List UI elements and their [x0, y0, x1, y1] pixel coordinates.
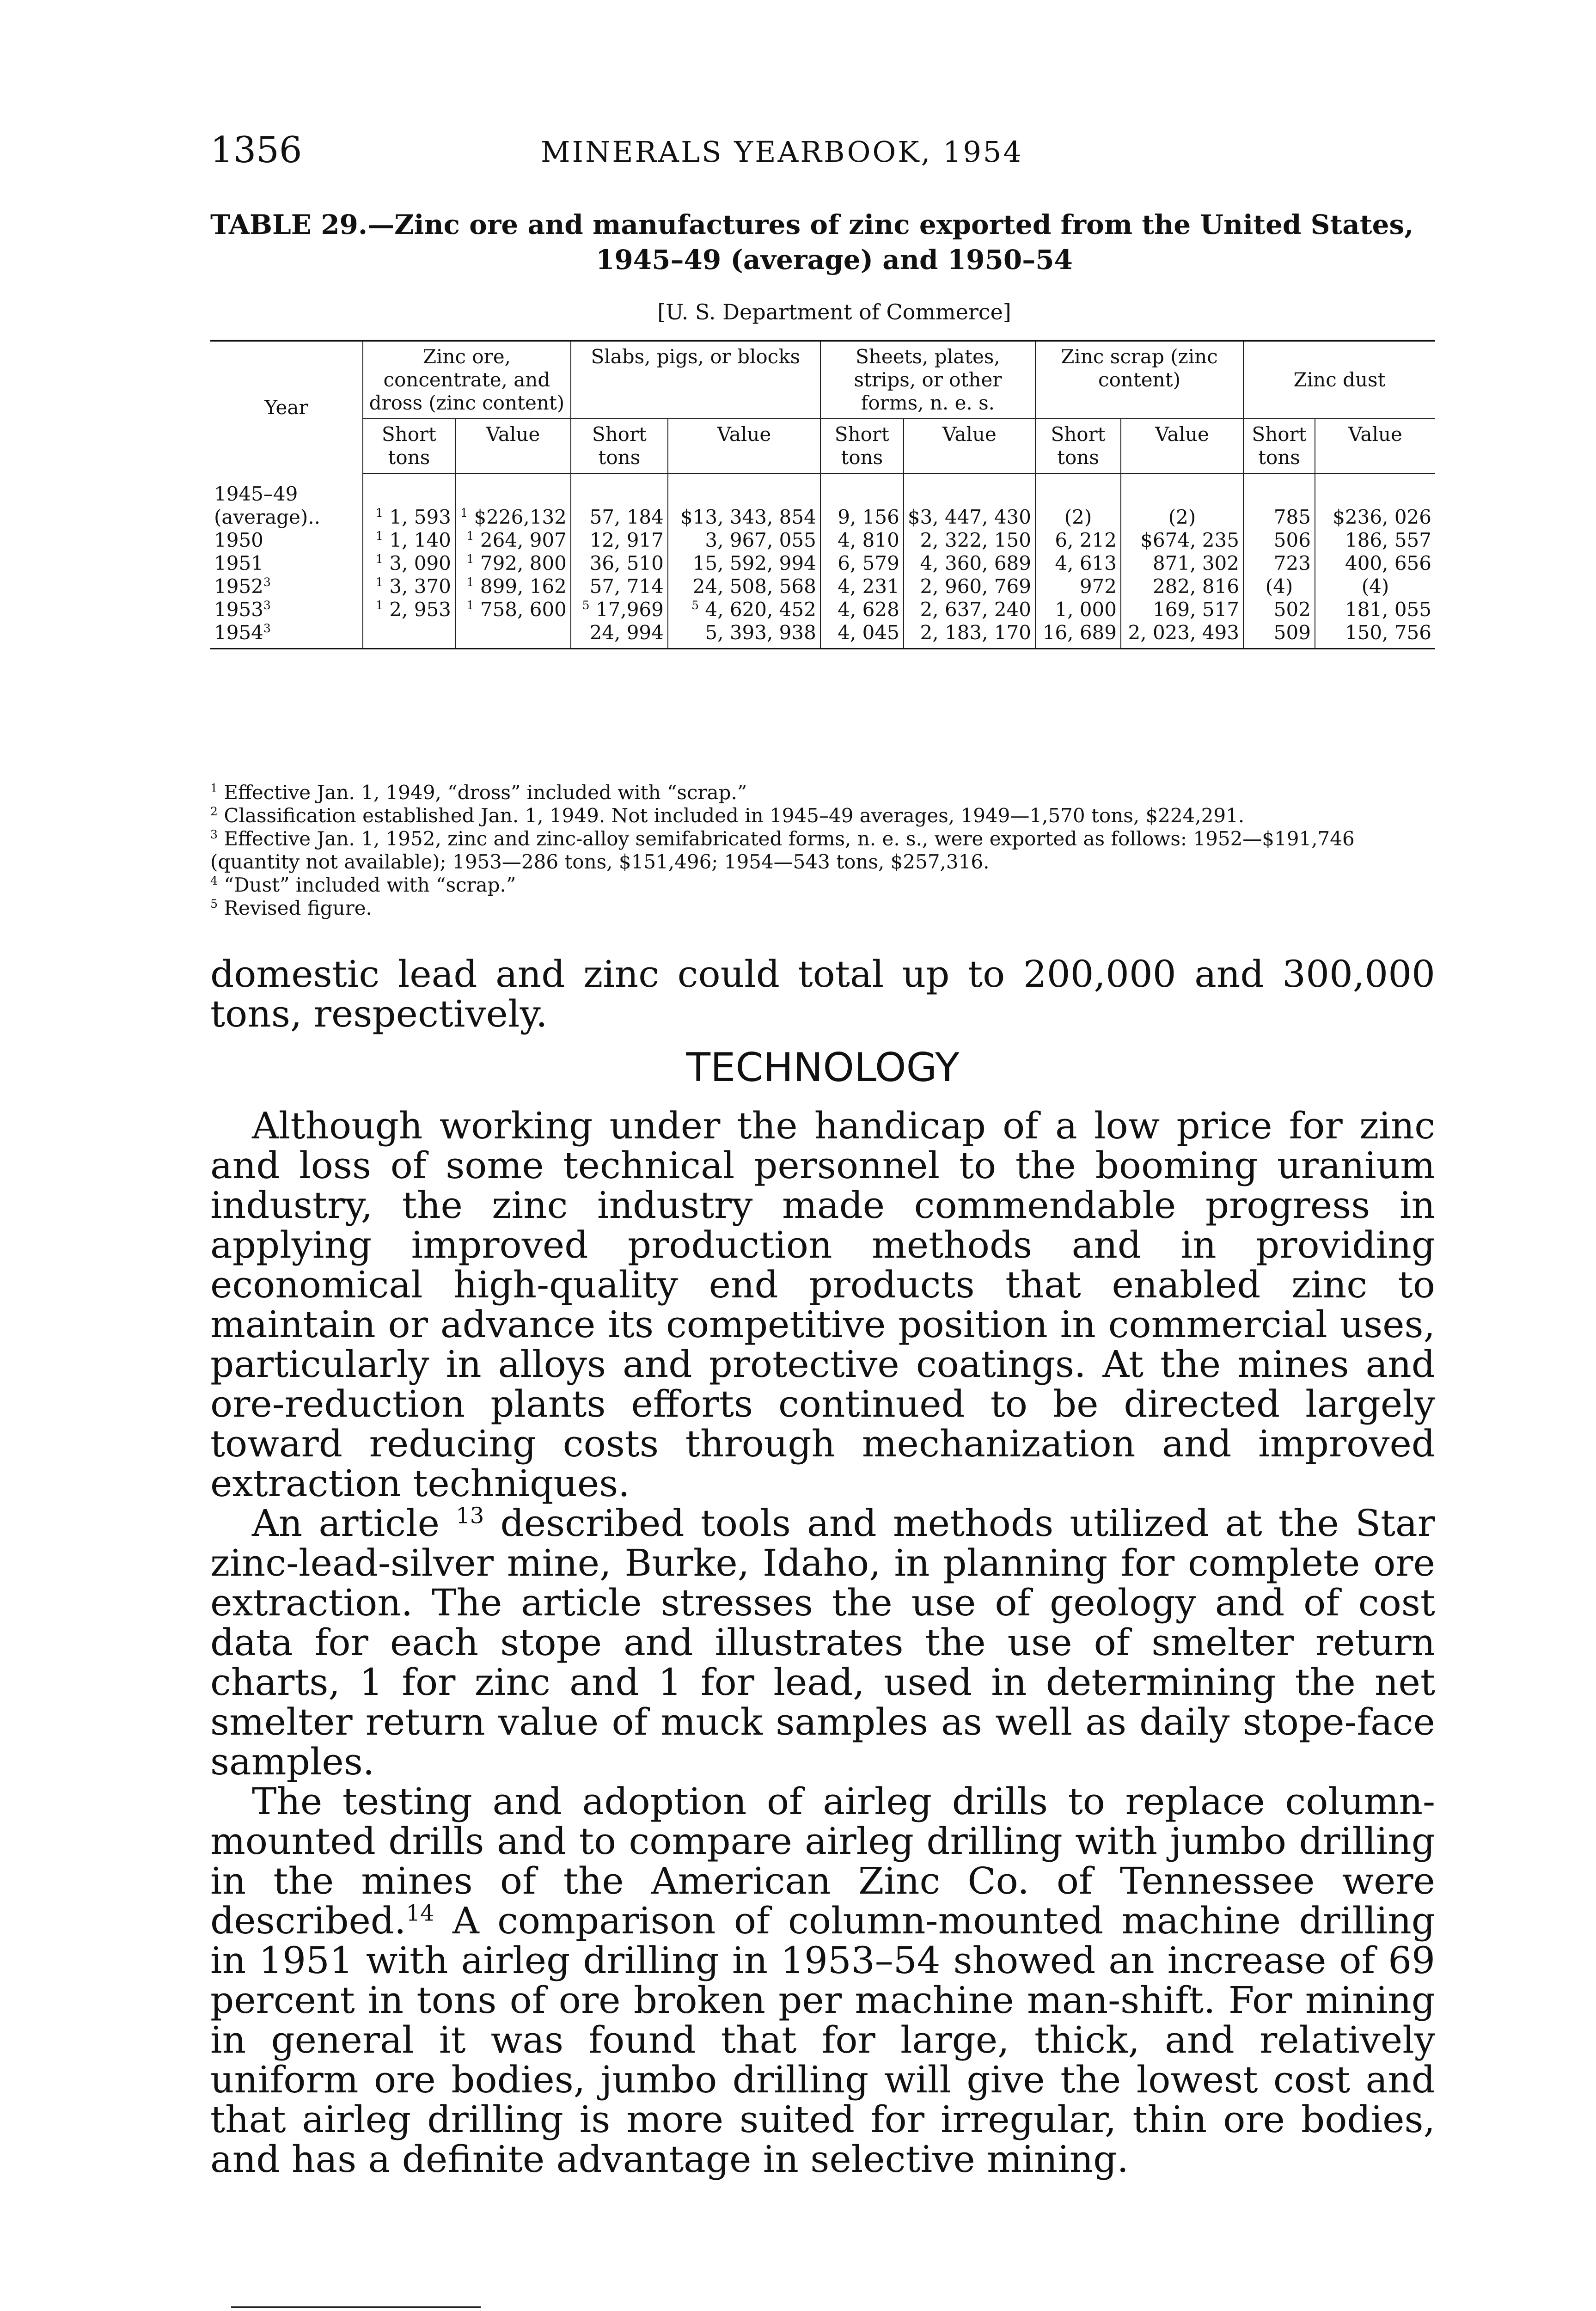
- table-notes: [210, 781, 1435, 920]
- table-source: [U. S. Department of Commerce]: [657, 300, 1011, 324]
- subheader-short-tons: Short tons: [1035, 419, 1121, 473]
- subheader-short-tons: Short tons: [820, 419, 904, 473]
- subheader-value: Value: [455, 419, 571, 473]
- subheader-short-tons: Short tons: [571, 419, 668, 473]
- table-row: 1954$^3$ 24, 994 5, 393, 938 4, 045 2, 183, 170 16, 689 2, 023, 493 509 150, 756: [210, 621, 1435, 649]
- table-note: $^4$ “Dust” included with “scrap.”: [210, 874, 516, 896]
- footnote-ref: 13: [456, 1503, 484, 1529]
- table-note: $^2$ Classification established Jan. 1, 1949. Not included in 1945–49 averages, 1949—1,570 tons, $224,291.: [210, 804, 1245, 827]
- body-text: [210, 954, 1435, 2179]
- caption-line-1: TABLE 29.—Zinc ore and manufactures of zinc exported from the United States,: [210, 209, 1414, 240]
- subheader-value: Value: [904, 419, 1035, 473]
- export-table: [210, 340, 1435, 649]
- page-number: 1356: [210, 129, 302, 171]
- subheader-short-tons: Short tons: [1243, 419, 1315, 473]
- subheader-value: Value: [668, 419, 820, 473]
- subheader-short-tons: Short tons: [363, 419, 455, 473]
- table-row: 1945–49 (average).. $^1$ 1, 593 $^1$ $226,132 57, 184 $13, 343, 854 9, 156 $3, 447, 430 (2) (2) 785 $236, 026: [210, 473, 1435, 529]
- table-note: $^5$ Revised figure.: [210, 897, 372, 919]
- running-title: MINERALS YEARBOOK, 1954: [541, 135, 1023, 169]
- table-row: 1951 $^1$ 3, 090 $^1$ 792, 800 36, 510 15, 592, 994 6, 579 4, 360, 689 4, 613 871, 302 723 400, 656: [210, 552, 1435, 575]
- caption-line-2: 1945–49 (average) and 1950–54: [596, 244, 1073, 275]
- header-year: Year: [210, 341, 363, 473]
- table-caption: [210, 207, 1458, 277]
- paragraph: The testing and adoption of airleg drills to replace column-mounted drills and to compare airleg drilling with jumbo drilling in the mines of the American Zinc Co. of Tennessee were described.$^{14}$ A comparison of column-mounted machine drilling in 1951 with airleg drilling in 1953–54 showed an increase of 69 percent in tons of ore broken per machine man-shift. For mining in general it was found that for large, thick, and relatively uniform ore bodies, jumbo drilling will give the lowest cost and that airleg drilling is more suited for irregular, thin ore bodies, and has a definite advantage in selective mining.: [210, 1780, 1435, 2181]
- paragraph: domestic lead and zinc could total up to 200,000 and 300,000 tons, respectively.: [210, 953, 1435, 1035]
- paragraph: An article $^{13}$ described tools and methods utilized at the Star zinc-lead-silver mine, Burke, Idaho, in planning for complete ore extraction. The article stresses the use of geology and of cost data for each stope and illustrates the use of smelter return charts, 1 for zinc and 1 for lead, used in determining the net smelter return value of muck samples as well as daily stope-face samples.: [210, 1502, 1435, 1783]
- table-row: 1952$^3$ $^1$ 3, 370 $^1$ 899, 162 57, 714 24, 508, 568 4, 231 2, 960, 769 972 282, 816 (4) (4): [210, 575, 1435, 598]
- header-slabs: Slabs, pigs, or blocks: [571, 341, 820, 419]
- table-row: 1950 $^1$ 1, 140 $^1$ 264, 907 12, 917 3, 967, 055 4, 810 2, 322, 150 6, 212 $674, 235 506 186, 557: [210, 529, 1435, 552]
- header-sheets: Sheets, plates, strips, or other forms, n. e. s.: [820, 341, 1035, 419]
- subheader-value: Value: [1121, 419, 1243, 473]
- header-zinc-ore: Zinc ore, concentrate, and dross (zinc content): [363, 341, 571, 419]
- footnote-rule: [231, 2306, 481, 2308]
- footnote-ref: 14: [406, 1900, 434, 1926]
- table-note: $^3$ Effective Jan. 1, 1952, zinc and zinc-alloy semifabricated forms, n. e. s., were exported as follows: 1952—$191,746 (quantity not available); 1953—286 tons, $151,496; 1954—543 tons, $257,316.: [210, 827, 1355, 873]
- header-zinc-scrap: Zinc scrap (zinc content): [1035, 341, 1243, 419]
- subheader-value: Value: [1315, 419, 1435, 473]
- section-heading: TECHNOLOGY: [686, 1045, 960, 1091]
- paragraph: Although working under the handicap of a low price for zinc and loss of some technical personnel to the booming uranium industry, the zinc industry made commendable progress in applying improved production methods and in providing economical high-quality end products that enabled zinc to maintain or advance its competitive position in commercial uses, particularly in alloys and protective coatings. At the mines and ore-reduction plants efforts continued to be directed largely toward reducing costs through mechanization and improved extraction techniques.: [210, 1104, 1435, 1505]
- header-zinc-dust: Zinc dust: [1243, 341, 1435, 419]
- row-year: 1945–49 (average)..: [214, 483, 320, 528]
- table-row: 1953$^3$ $^1$ 2, 953 $^1$ 758, 600 $^5$ 17,969 $^5$ 4, 620, 452 4, 628 2, 637, 240 1, 000 169, 517 502 181, 055: [210, 598, 1435, 621]
- table-note: $^1$ Effective Jan. 1, 1949, “dross” included with “scrap.”: [210, 781, 747, 804]
